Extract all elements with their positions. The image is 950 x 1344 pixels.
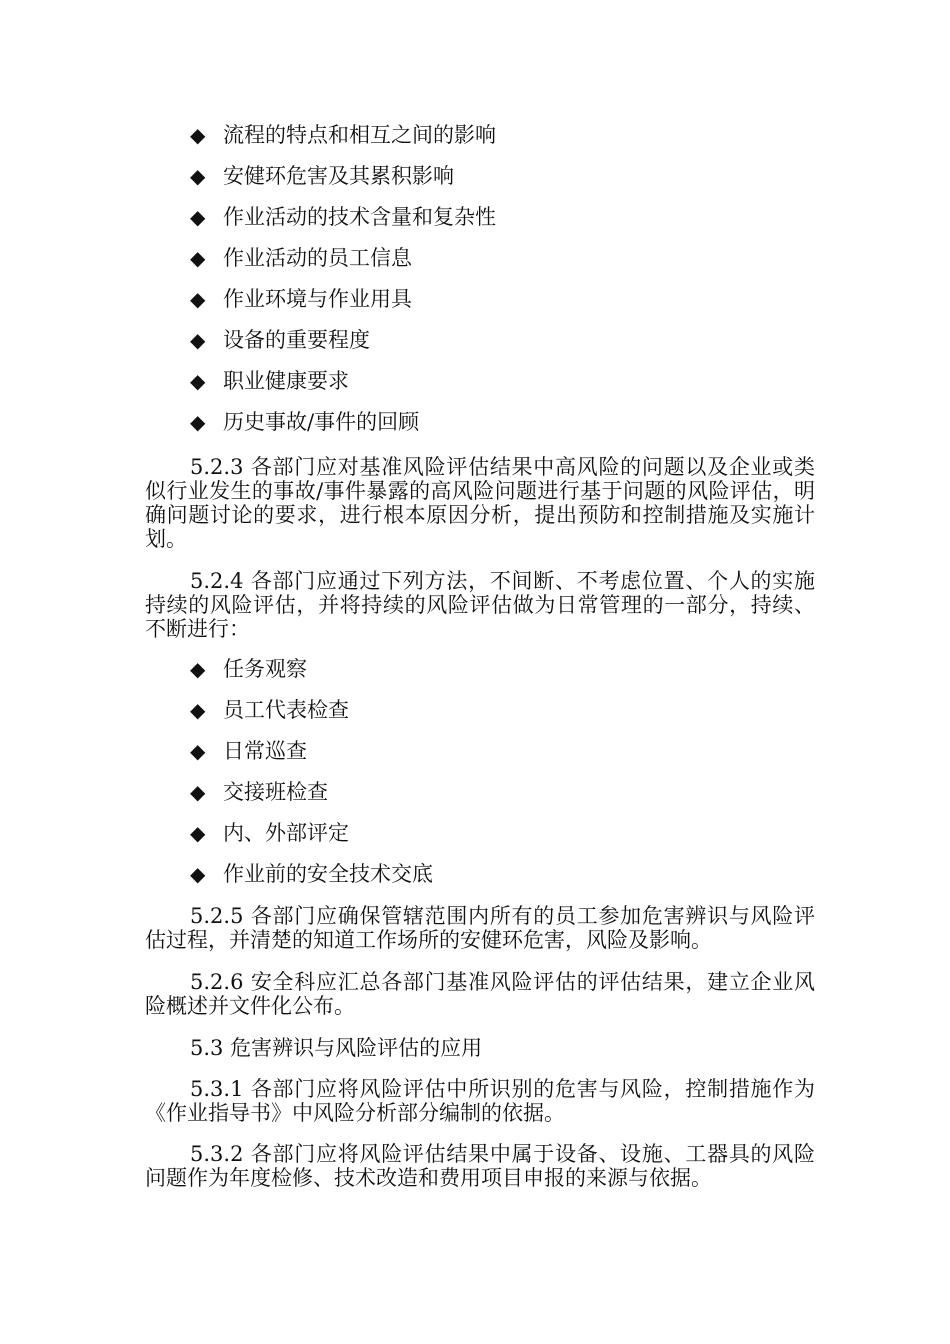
list-item — [190, 402, 496, 443]
list-item-text: 任务观察 — [223, 657, 307, 681]
list-item-text: 作业前的安全技术交底 — [223, 862, 433, 886]
continuous-assessment-method-list — [190, 649, 433, 895]
list-item-text: 流程的特点和相互之间的影响 — [223, 123, 496, 147]
list-item — [190, 238, 496, 279]
list-item-text: 交接班检查 — [223, 780, 328, 804]
section-heading-5-3: 5.3 危害辨识与风险评估的应用 — [190, 1036, 483, 1060]
diamond-bullet-icon: ◆ — [190, 410, 206, 434]
diamond-bullet-icon: ◆ — [190, 821, 206, 845]
paragraph-5-3-2: 5.3.2 各部门应将风险评估结果中属于设备、设施、工器具的风险问题作为年度检修、技术改造和费用项目申报的来源与依据。 — [145, 1142, 815, 1190]
diamond-bullet-icon: ◆ — [190, 246, 206, 270]
paragraph-5-3-1: 5.3.1 各部门应将风险评估中所识别的危害与风险，控制措施作为《作业指导书》中风险分析部分编制的依据。 — [145, 1077, 815, 1125]
list-item-text: 设备的重要程度 — [223, 328, 370, 352]
paragraph-5-2-4: 5.2.4 各部门应通过下列方法，不间断、不考虑位置、个人的实施持续的风险评估，并将持续的风险评估做为日常管理的一部分，持续、不断进行： — [145, 569, 815, 641]
paragraph-5-2-5: 5.2.5 各部门应确保管辖范围内所有的员工参加危害辨识与风险评估过程，并清楚的知道工作场所的安健环危害，风险及影响。 — [145, 904, 815, 952]
list-item — [190, 361, 496, 402]
list-item-text: 日常巡查 — [223, 739, 307, 763]
diamond-bullet-icon: ◆ — [190, 780, 206, 804]
list-item — [190, 690, 433, 731]
list-item-text: 内、外部评定 — [223, 821, 349, 845]
list-item-text: 作业活动的员工信息 — [223, 246, 412, 270]
list-item-text: 职业健康要求 — [223, 369, 349, 393]
diamond-bullet-icon: ◆ — [190, 369, 206, 393]
list-item — [190, 731, 433, 772]
diamond-bullet-icon: ◆ — [190, 739, 206, 763]
list-item — [190, 197, 496, 238]
list-item-text: 安健环危害及其累积影响 — [223, 164, 454, 188]
list-item-text: 作业活动的技术含量和复杂性 — [223, 205, 496, 229]
list-item — [190, 320, 496, 361]
list-item — [190, 854, 433, 895]
list-item-text: 员工代表检查 — [223, 698, 349, 722]
list-item-text: 作业环境与作业用具 — [223, 287, 412, 311]
hazard-factor-list — [190, 115, 496, 443]
diamond-bullet-icon: ◆ — [190, 205, 206, 229]
list-item-text: 历史事故/事件的回顾 — [223, 410, 420, 434]
paragraph-5-2-6: 5.2.6 安全科应汇总各部门基准风险评估的评估结果，建立企业风险概述并文件化公布。 — [145, 970, 815, 1018]
list-item — [190, 115, 496, 156]
diamond-bullet-icon: ◆ — [190, 862, 206, 886]
diamond-bullet-icon: ◆ — [190, 698, 206, 722]
paragraph-5-2-3: 5.2.3 各部门应对基准风险评估结果中高风险的问题以及企业或类似行业发生的事故/事件暴露的高风险问题进行基于问题的风险评估，明确问题讨论的要求，进行根本原因分析，提出预防和控制措施及实施计划。 — [145, 455, 815, 551]
diamond-bullet-icon: ◆ — [190, 287, 206, 311]
diamond-bullet-icon: ◆ — [190, 328, 206, 352]
diamond-bullet-icon: ◆ — [190, 123, 206, 147]
diamond-bullet-icon: ◆ — [190, 657, 206, 681]
list-item — [190, 156, 496, 197]
diamond-bullet-icon: ◆ — [190, 164, 206, 188]
list-item — [190, 649, 433, 690]
list-item — [190, 772, 433, 813]
list-item — [190, 813, 433, 854]
list-item — [190, 279, 496, 320]
